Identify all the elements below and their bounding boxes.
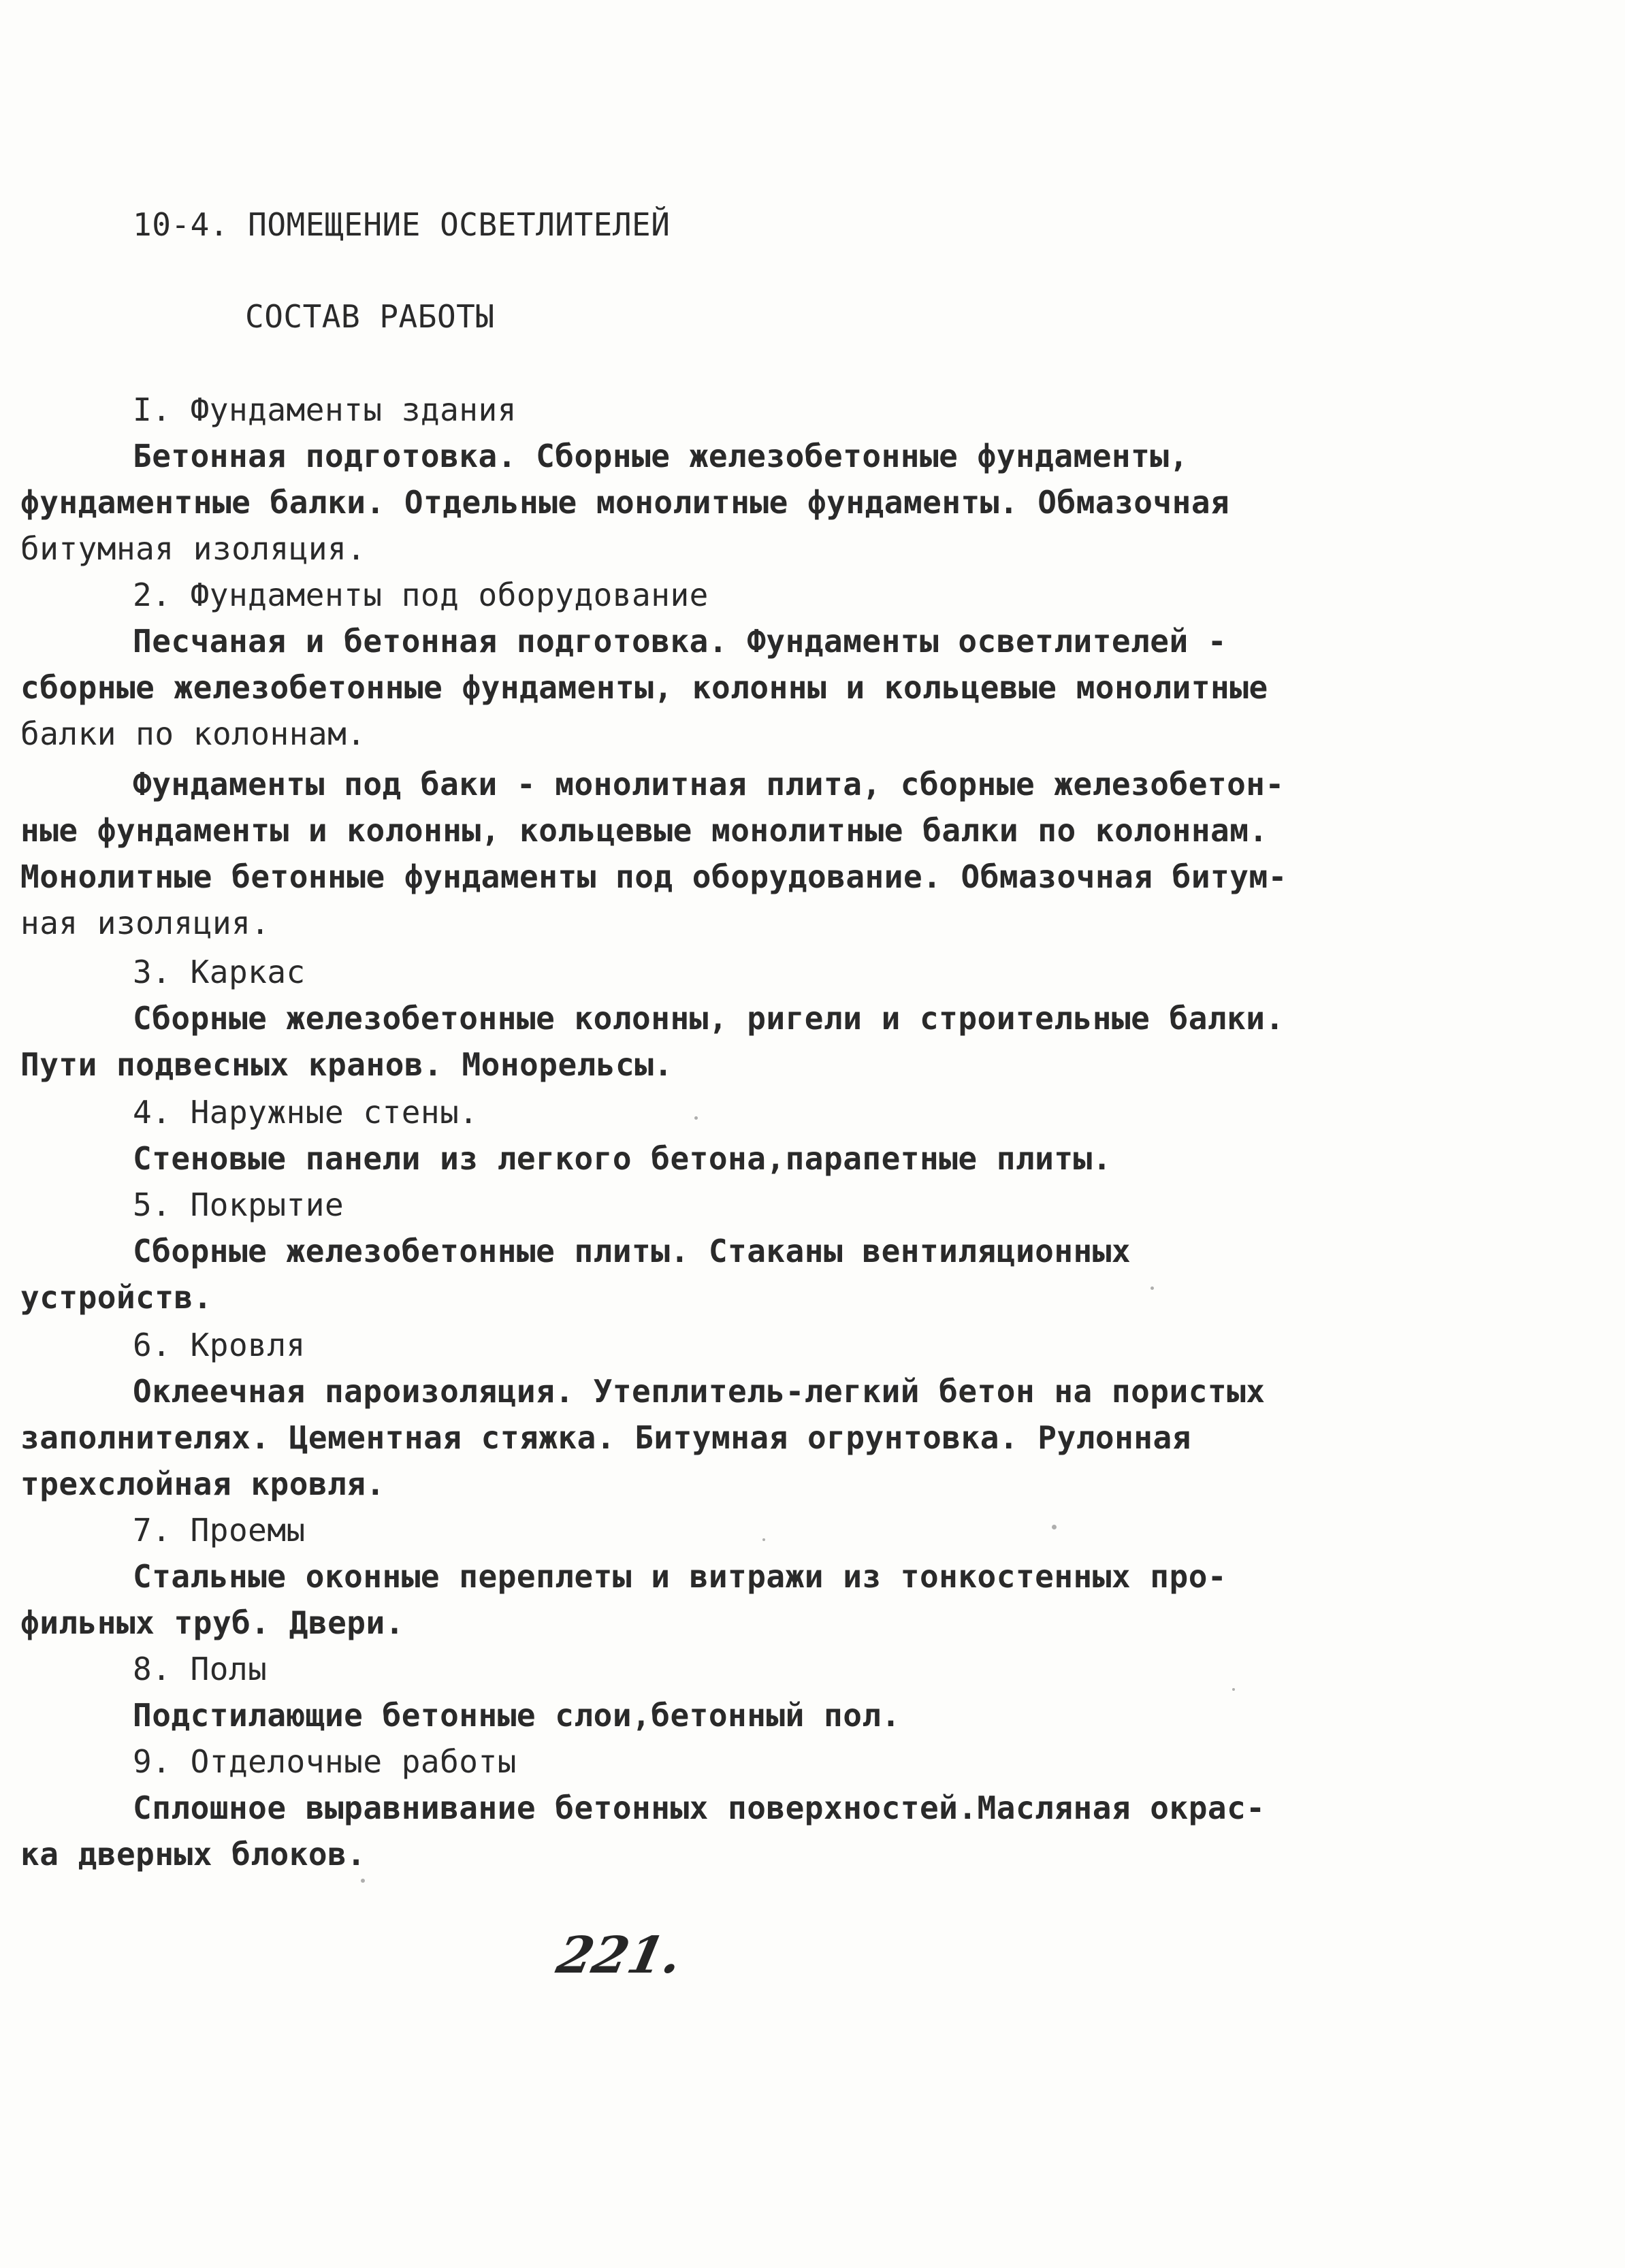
body-line: заполнителях. Цементная стяжка. Битумная огрунтовка. Рулонная (20, 1419, 1191, 1456)
subtitle: СОСТАВ РАБОТЫ (245, 298, 495, 335)
scan-speck (1052, 1525, 1057, 1529)
section-title: 10-4. ПОМЕЩЕНИЕ ОСВЕТЛИТЕЛЕЙ (133, 206, 671, 243)
body-line: Стеновые панели из легкого бетона,парапетные плиты. (133, 1140, 1112, 1177)
body-line: Песчаная и бетонная подготовка. Фундаменты осветлителей - (133, 623, 1227, 660)
body-line: Монолитные бетонные фундаменты под оборудование. Обмазочная битум- (20, 858, 1287, 895)
scan-speck (694, 1116, 698, 1120)
body-line: Бетонная подготовка. Сборные железобетонные фундаменты, (133, 438, 1189, 474)
body-line: Оклеечная пароизоляция. Утеплитель-легкий бетон на пористых (133, 1373, 1266, 1410)
body-line: сборные железобетонные фундаменты, колонны и кольцевые монолитные (20, 669, 1268, 706)
item-heading: 3. Каркас (133, 954, 306, 990)
body-line: трехслойная кровля. (20, 1465, 385, 1502)
body-line: фильных труб. Двери. (20, 1604, 404, 1641)
body-line: Подстилающие бетонные слои,бетонный пол. (133, 1697, 901, 1734)
body-line: фундаментные балки. Отдельные монолитные фундаменты. Обмазочная (20, 484, 1230, 521)
item-heading: 2. Фундаменты под оборудование (133, 577, 709, 613)
body-line: Стальные оконные переплеты и витражи из тонкостенных про- (133, 1558, 1227, 1595)
scan-speck (762, 1538, 765, 1541)
body-line: ка дверных блоков. (20, 1836, 366, 1873)
body-line: Пути подвесных кранов. Монорельсы. (20, 1046, 673, 1083)
item-heading: 7. Проемы (133, 1512, 306, 1549)
body-line: битумная изоляция. (20, 530, 366, 567)
body-line: балки по колоннам. (20, 715, 366, 752)
page-number: 221. (551, 1926, 688, 1985)
body-line: ная изоляция. (20, 905, 270, 941)
item-heading: 8. Полы (133, 1651, 268, 1687)
item-heading: 4. Наружные стены. (133, 1094, 479, 1131)
item-heading: 9. Отделочные работы (133, 1743, 517, 1780)
scan-speck (361, 1879, 365, 1883)
body-line: Фундаменты под баки - монолитная плита, сборные железобетон- (133, 766, 1285, 803)
body-line: Сборные железобетонные колонны, ригели и строительные балки. (133, 1000, 1285, 1037)
body-line: Сборные железобетонные плиты. Стаканы вентиляционных (133, 1233, 1131, 1269)
item-heading: I. Фундаменты здания (133, 391, 517, 428)
body-line: Сплошное выравнивание бетонных поверхностей.Масляная окрас- (133, 1789, 1266, 1826)
body-line: ные фундаменты и колонны, кольцевые монолитные балки по колоннам. (20, 812, 1268, 849)
body-line: устройств. (20, 1279, 212, 1316)
scan-speck (1232, 1688, 1235, 1691)
item-heading: 5. Покрытие (133, 1186, 344, 1223)
item-heading: 6. Кровля (133, 1327, 306, 1363)
scan-speck (1151, 1286, 1154, 1290)
